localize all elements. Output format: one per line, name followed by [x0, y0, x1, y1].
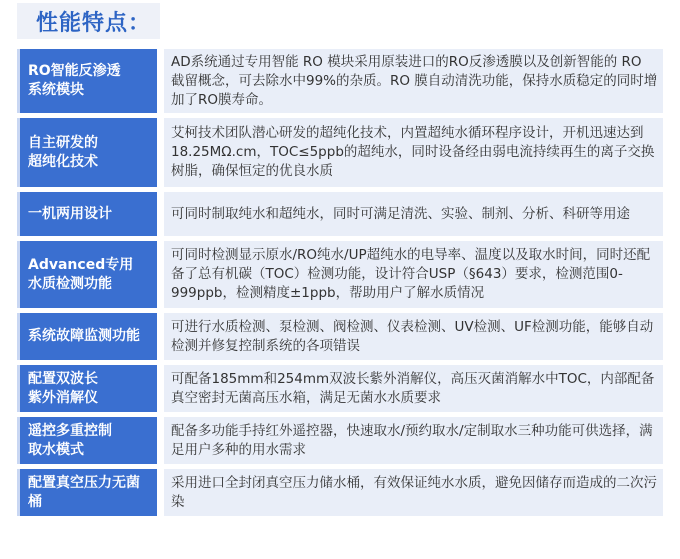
feature-label: 配置真空压力无菌桶 [17, 469, 157, 516]
feature-description: AD系统通过专用智能 RO 模块采用原装进口的RO反渗透膜以及创新智能的 RO 截留概念，可去除水中99%的杂质。RO 膜自动清洗功能，保持水质稳定的同时增加了RO膜寿命。 [164, 49, 663, 113]
feature-row [17, 192, 663, 236]
feature-row [17, 469, 663, 516]
feature-label: 一机两用设计 [17, 192, 157, 236]
feature-label: 系统故障监测功能 [17, 313, 157, 360]
feature-label: Advanced专用 水质检测功能 [17, 241, 157, 308]
page-title: 性能特点： [36, 11, 152, 36]
feature-description: 配备多功能手持红外遥控器，快速取水/预约取水/定制取水三种功能可供选择，满足用户多种的用水需求 [164, 417, 663, 464]
feature-row [17, 241, 663, 308]
feature-description: 可进行水质检测、泵检测、阀检测、仪表检测、UV检测、UF检测功能，能够自动检测并修复控制系统的各项错误 [164, 313, 663, 360]
feature-label: 自主研发的 超纯化技术 [17, 118, 157, 187]
feature-label: RO智能反渗透 系统模块 [17, 49, 157, 113]
feature-description: 可配备185mm和254mm双波长紫外消解仪，高压灭菌消解水中TOC，内部配备真空密封无菌高压水箱，满足无菌水水质要求 [164, 365, 663, 412]
feature-row [17, 365, 663, 412]
feature-label: 遥控多重控制 取水模式 [17, 417, 157, 464]
feature-row [17, 118, 663, 187]
feature-table [17, 49, 663, 521]
feature-description: 采用进口全封闭真空压力储水桶，有效保证纯水水质，避免因储存而造成的二次污染 [164, 469, 663, 516]
feature-label: 配置双波长 紫外消解仪 [17, 365, 157, 412]
feature-description: 艾柯技术团队潜心研发的超纯化技术，内置超纯水循环程序设计，开机迅速达到18.25MΩ.cm，TOC≤5ppb的超纯水，同时设备经由弱电流持续再生的离子交换树脂，确保恒定的优良水质 [164, 118, 663, 187]
feature-row [17, 313, 663, 360]
feature-description: 可同时制取纯水和超纯水，同时可满足清洗、实验、制剂、分析、科研等用途 [164, 192, 663, 236]
feature-row [17, 49, 663, 113]
feature-description: 可同时检测显示原水/RO纯水/UP超纯水的电导率、温度以及取水时间，同时还配备了总有机碳（TOC）检测功能，设计符合USP（§643）要求，检测范围0-999ppb，检测精度±1ppb，帮助用户了解水质情况 [164, 241, 663, 308]
feature-row [17, 417, 663, 464]
